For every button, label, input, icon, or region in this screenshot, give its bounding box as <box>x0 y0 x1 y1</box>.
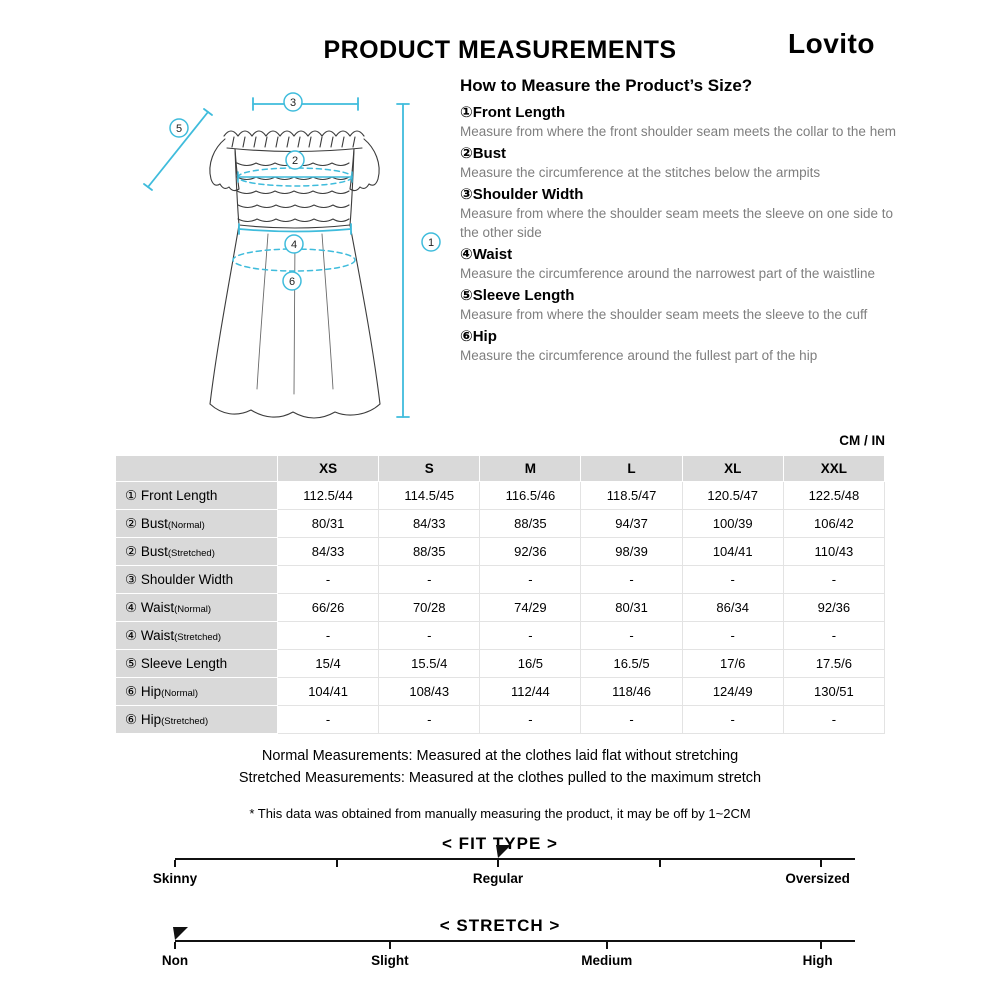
fit-type-scale <box>152 858 855 902</box>
row-label-text: Sleeve Length <box>140 655 228 671</box>
scale-marker-flag <box>496 845 511 858</box>
table-cell: - <box>682 622 783 650</box>
row-number: ① <box>125 487 141 503</box>
table-row <box>116 678 885 706</box>
row-label <box>116 622 278 650</box>
callout-4-text: 4 <box>290 239 298 251</box>
how-to-item <box>460 328 896 365</box>
callout-5-text: 5 <box>175 123 183 135</box>
row-label-text: Bust <box>140 543 168 559</box>
size-table-body <box>116 482 885 734</box>
row-label <box>116 566 278 594</box>
callout-front-length <box>422 233 440 251</box>
scale-tick <box>497 860 499 867</box>
callout-1-text: 1 <box>427 237 435 249</box>
table-cell: - <box>480 622 581 650</box>
note-normal-measurements: Normal Measurements: Measured at the clothes laid flat without stretching <box>261 748 739 764</box>
table-cell: 15.5/4 <box>379 650 480 678</box>
scale-label: Non <box>161 953 189 968</box>
how-to-list <box>460 104 896 365</box>
row-label <box>116 650 278 678</box>
table-cell: 108/43 <box>379 678 480 706</box>
table-cell: 112.5/44 <box>278 482 379 510</box>
row-label <box>116 482 278 510</box>
table-cell: - <box>682 706 783 734</box>
measure-desc: Measure the circumference at the stitches below the armpits <box>460 165 821 180</box>
table-row <box>116 650 885 678</box>
fit-type-title: < FIT TYPE > <box>442 834 558 853</box>
row-label-text: Hip <box>140 711 162 727</box>
row-number: ② <box>125 543 141 559</box>
how-to-item <box>460 104 896 141</box>
table-row <box>116 566 885 594</box>
table-cell: - <box>278 566 379 594</box>
scale-label: Slight <box>371 953 409 968</box>
measure-desc: Measure from where the shoulder seam meets the sleeve to the cuff <box>460 307 868 322</box>
dress-drape-lines <box>257 234 333 394</box>
column-header: XXL <box>783 456 884 482</box>
table-cell: - <box>379 706 480 734</box>
row-label-text: Bust <box>140 515 168 531</box>
table-cell: 16/5 <box>480 650 581 678</box>
row-label-sub: (Normal) <box>174 603 212 615</box>
scale-label: High <box>802 953 833 968</box>
measure-name: ④Waist <box>460 246 513 263</box>
page-title: PRODUCT MEASUREMENTS <box>323 36 677 64</box>
how-to-item <box>460 246 896 283</box>
table-cell: - <box>379 566 480 594</box>
callout-3-text: 3 <box>289 97 297 109</box>
measure-desc: Measure from where the shoulder seam meets the sleeve on one side to the other side <box>460 206 893 240</box>
table-cell: 114.5/45 <box>379 482 480 510</box>
unit-label: CM / IN <box>839 433 885 448</box>
table-cell: 80/31 <box>581 594 682 622</box>
table-row <box>116 622 885 650</box>
table-cell: 17.5/6 <box>783 650 884 678</box>
row-label <box>116 678 278 706</box>
table-cell: 74/29 <box>480 594 581 622</box>
table-cell: - <box>581 706 682 734</box>
callout-hip <box>283 272 301 290</box>
table-cell: 120.5/47 <box>682 482 783 510</box>
how-to-heading: How to Measure the Product’s Size? <box>460 76 753 95</box>
scale-label: Skinny <box>152 871 198 886</box>
table-row <box>116 706 885 734</box>
callout-2-text: 2 <box>291 155 299 167</box>
table-row <box>116 510 885 538</box>
callout-sleeve-length <box>170 119 188 137</box>
row-label-sub: (Stretched) <box>174 631 222 643</box>
table-cell: 100/39 <box>682 510 783 538</box>
table-cell: 66/26 <box>278 594 379 622</box>
row-number: ② <box>125 515 141 531</box>
table-corner-cell <box>116 456 278 482</box>
table-cell: 80/31 <box>278 510 379 538</box>
scale-tick <box>659 860 661 867</box>
table-cell: 92/36 <box>480 538 581 566</box>
note-stretched-measurements: Stretched Measurements: Measured at the clothes pulled to the maximum stretch <box>238 770 762 786</box>
row-label-sub: (Stretched) <box>167 547 215 559</box>
scale-line <box>175 858 855 860</box>
row-label-text: Front Length <box>140 487 218 503</box>
table-cell: - <box>682 566 783 594</box>
row-label-text: Shoulder Width <box>140 571 234 587</box>
row-number: ⑤ <box>125 655 141 671</box>
table-cell: 94/37 <box>581 510 682 538</box>
stretch-title: < STRETCH > <box>439 916 561 935</box>
measure-name: ②Bust <box>460 145 507 162</box>
row-label-text: Hip <box>140 683 162 699</box>
table-row <box>116 594 885 622</box>
table-cell: 16.5/5 <box>581 650 682 678</box>
column-header: S <box>379 456 480 482</box>
table-cell: 118/46 <box>581 678 682 706</box>
table-cell: 84/33 <box>379 510 480 538</box>
table-cell: 88/35 <box>379 538 480 566</box>
note-disclaimer: * This data was obtained from manually measuring the product, it may be off by 1~2CM <box>249 806 751 821</box>
table-header-row <box>116 456 885 482</box>
row-number: ④ <box>125 599 141 615</box>
callout-waist <box>285 235 303 253</box>
table-cell: 106/42 <box>783 510 884 538</box>
scale-tick <box>174 942 176 949</box>
measure-desc: Measure from where the front shoulder seam meets the collar to the hem <box>460 124 896 139</box>
table-cell: 116.5/46 <box>480 482 581 510</box>
row-number: ⑥ <box>125 683 141 699</box>
column-header: XL <box>682 456 783 482</box>
dress-illustration <box>118 84 453 434</box>
table-cell: 104/41 <box>682 538 783 566</box>
scale-tick <box>820 942 822 949</box>
table-cell: - <box>783 566 884 594</box>
scale-tick <box>389 942 391 949</box>
table-cell: - <box>278 706 379 734</box>
table-cell: - <box>480 566 581 594</box>
how-to-item <box>460 186 896 242</box>
diagram-callouts <box>170 93 440 290</box>
table-cell: - <box>278 622 379 650</box>
row-label-sub: (Normal) <box>161 687 199 699</box>
row-label <box>116 538 278 566</box>
table-cell: 86/34 <box>682 594 783 622</box>
measure-name: ⑥Hip <box>460 328 497 345</box>
table-cell: 104/41 <box>278 678 379 706</box>
bust-line <box>238 168 352 186</box>
size-table <box>115 455 885 734</box>
row-label-sub: (Normal) <box>167 519 205 531</box>
row-label <box>116 594 278 622</box>
dress-diagram <box>118 84 453 434</box>
measure-desc: Measure the circumference around the narrowest part of the waistline <box>460 266 875 281</box>
table-cell: 130/51 <box>783 678 884 706</box>
row-number: ④ <box>125 627 141 643</box>
table-cell: 110/43 <box>783 538 884 566</box>
table-cell: - <box>783 622 884 650</box>
scale-marker-flag <box>173 927 188 940</box>
table-cell: - <box>480 706 581 734</box>
callout-bust <box>286 151 304 169</box>
table-cell: - <box>581 622 682 650</box>
table-cell: 88/35 <box>480 510 581 538</box>
waist-line <box>239 224 351 234</box>
scale-line <box>175 940 855 942</box>
table-row <box>116 482 885 510</box>
how-to-item <box>460 145 896 182</box>
table-cell: 112/44 <box>480 678 581 706</box>
row-number: ③ <box>125 571 141 587</box>
table-cell: 84/33 <box>278 538 379 566</box>
table-cell: - <box>783 706 884 734</box>
table-cell: 92/36 <box>783 594 884 622</box>
stretch-scale <box>161 940 855 984</box>
scale-tick <box>820 860 822 867</box>
shoulder-width-line <box>253 98 358 110</box>
column-header: L <box>581 456 682 482</box>
table-cell: 70/28 <box>379 594 480 622</box>
row-label <box>116 706 278 734</box>
table-cell: 118.5/47 <box>581 482 682 510</box>
measure-name: ③Shoulder Width <box>460 186 584 203</box>
front-length-line <box>397 104 409 417</box>
row-label-sub: (Stretched) <box>161 715 209 727</box>
row-label-text: Waist <box>140 599 175 615</box>
table-cell: 17/6 <box>682 650 783 678</box>
table-cell: 122.5/48 <box>783 482 884 510</box>
table-cell: - <box>581 566 682 594</box>
how-to-measure-section <box>460 76 896 365</box>
measure-desc: Measure the circumference around the fullest part of the hip <box>460 348 818 363</box>
table-cell: - <box>379 622 480 650</box>
scale-label: Regular <box>472 871 524 886</box>
callout-6-text: 6 <box>288 276 296 288</box>
scale-tick <box>174 860 176 867</box>
measure-name: ⑤Sleeve Length <box>460 287 575 304</box>
scale-label: Medium <box>581 953 633 968</box>
table-row <box>116 538 885 566</box>
table-cell: 15/4 <box>278 650 379 678</box>
size-table-head <box>116 456 885 482</box>
row-number: ⑥ <box>125 711 141 727</box>
table-cell: 124/49 <box>682 678 783 706</box>
column-header: M <box>480 456 581 482</box>
callout-shoulder-width <box>284 93 302 111</box>
how-to-item <box>460 287 896 324</box>
measure-name: ①Front Length <box>460 104 566 121</box>
scale-tick <box>606 942 608 949</box>
column-header: XS <box>278 456 379 482</box>
row-label-text: Waist <box>140 627 175 643</box>
table-cell: 98/39 <box>581 538 682 566</box>
row-label <box>116 510 278 538</box>
scale-label: Oversized <box>785 871 850 886</box>
brand-logo: Lovito <box>788 28 875 59</box>
scale-tick <box>336 860 338 867</box>
